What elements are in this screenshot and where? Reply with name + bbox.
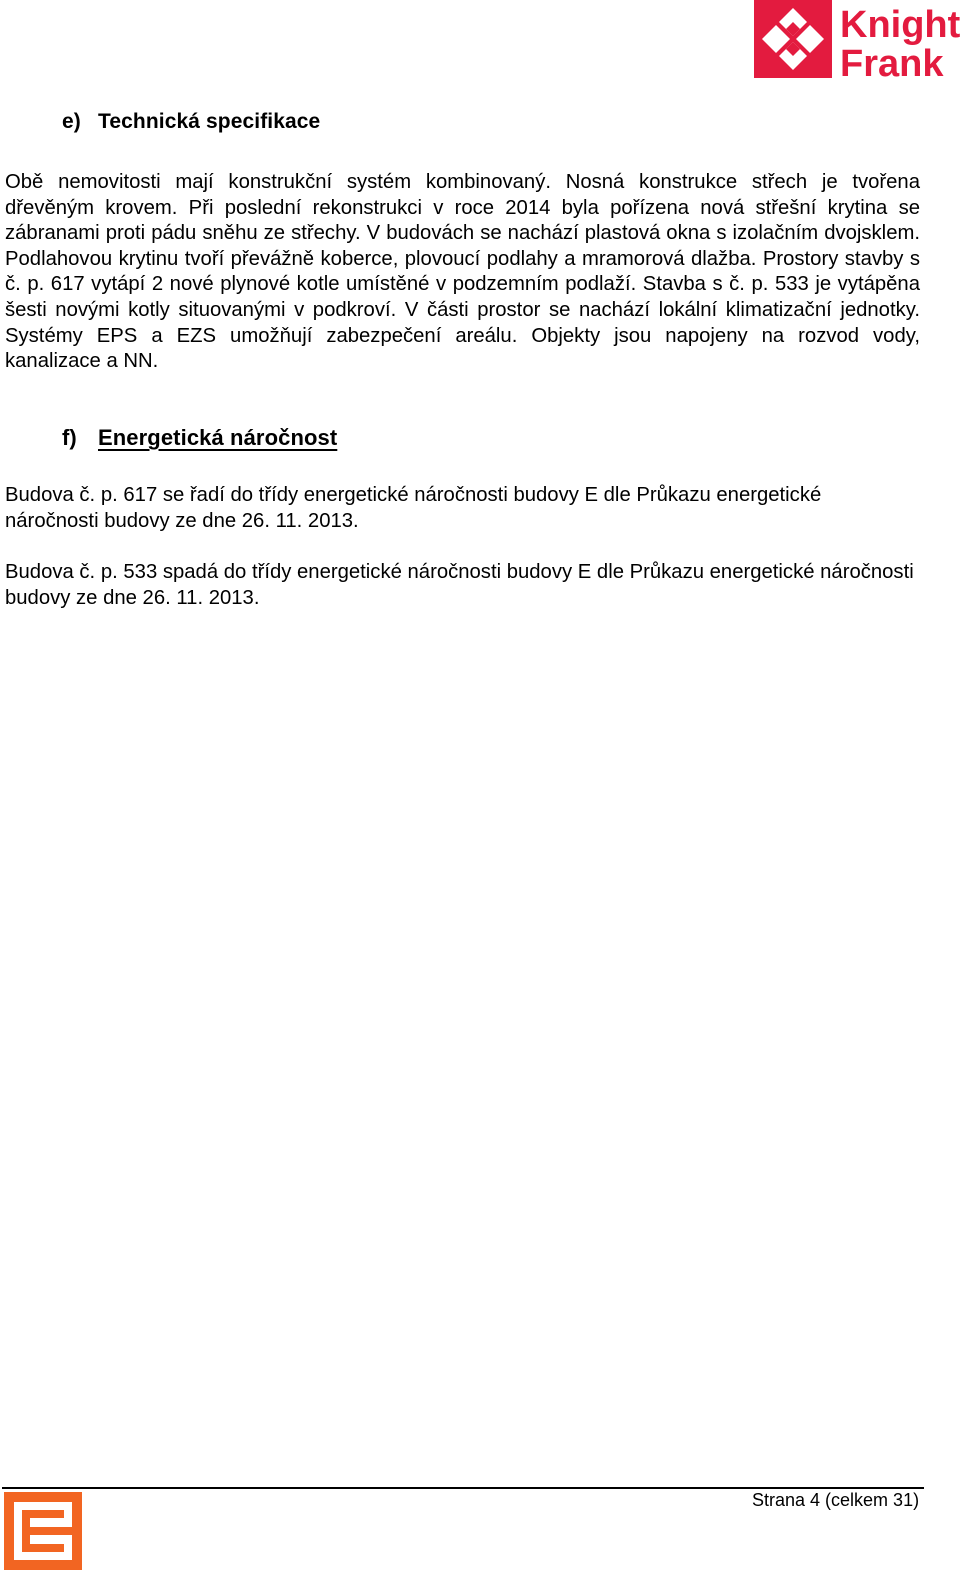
footer-divider (2, 1487, 924, 1489)
section-e-title: Technická specifikace (98, 110, 321, 133)
logo-knight-text: Knight (840, 4, 960, 46)
section-f-number: f) (62, 425, 77, 450)
page-number: Strana 4 (celkem 31) (752, 1490, 920, 1510)
section-f-heading (62, 425, 337, 451)
logo-frank-text: Frank (840, 43, 944, 80)
section-e-number: e) (62, 110, 81, 133)
section-f-paragraph-1: Budova č. p. 617 se řadí do třídy energetické náročnosti budovy E dle Průkazu energetické náročnosti budovy ze dne 26. 11. 2013. (5, 484, 822, 532)
section-e-heading (62, 110, 320, 134)
cez-logo (4, 1492, 82, 1570)
section-f-title: Energetická náročnost (98, 425, 338, 450)
section-f-paragraph-2: Budova č. p. 533 spadá do třídy energetické náročnosti budovy E dle Průkazu energetické náročnosti budovy ze dne 26. 11. 2013. (5, 561, 914, 609)
section-e-paragraph: Obě nemovitosti mají konstrukční systém kombinovaný. Nosná konstrukce střech je tvořena dřevěným krovem. Při poslední rekonstrukci v roce 2014 byla pořízena nová střešní krytina se zábranami proti pádu sněhu ze střechy. V budovách se nachází plastová okna s izolačním dvojsklem. Podlahovou krytinu tvoří převážně koberce, plovoucí podlahy a mramorová dlažba. Prostory stavby s č. p. 617 vytápí 2 nové plynové kotle umístěné v podzemním podlaží. Stavba s č. p. 533 je vytápěna šesti novými kotly situovanými v podkroví. V části prostor se nachází lokální klimatizační jednotky. Systémy EPS a EZS umožňují zabezpečení areálu. Objekty jsou napojeny na rozvod vody, kanalizace a NN. (5, 171, 920, 373)
knight-frank-logo (752, 0, 960, 80)
